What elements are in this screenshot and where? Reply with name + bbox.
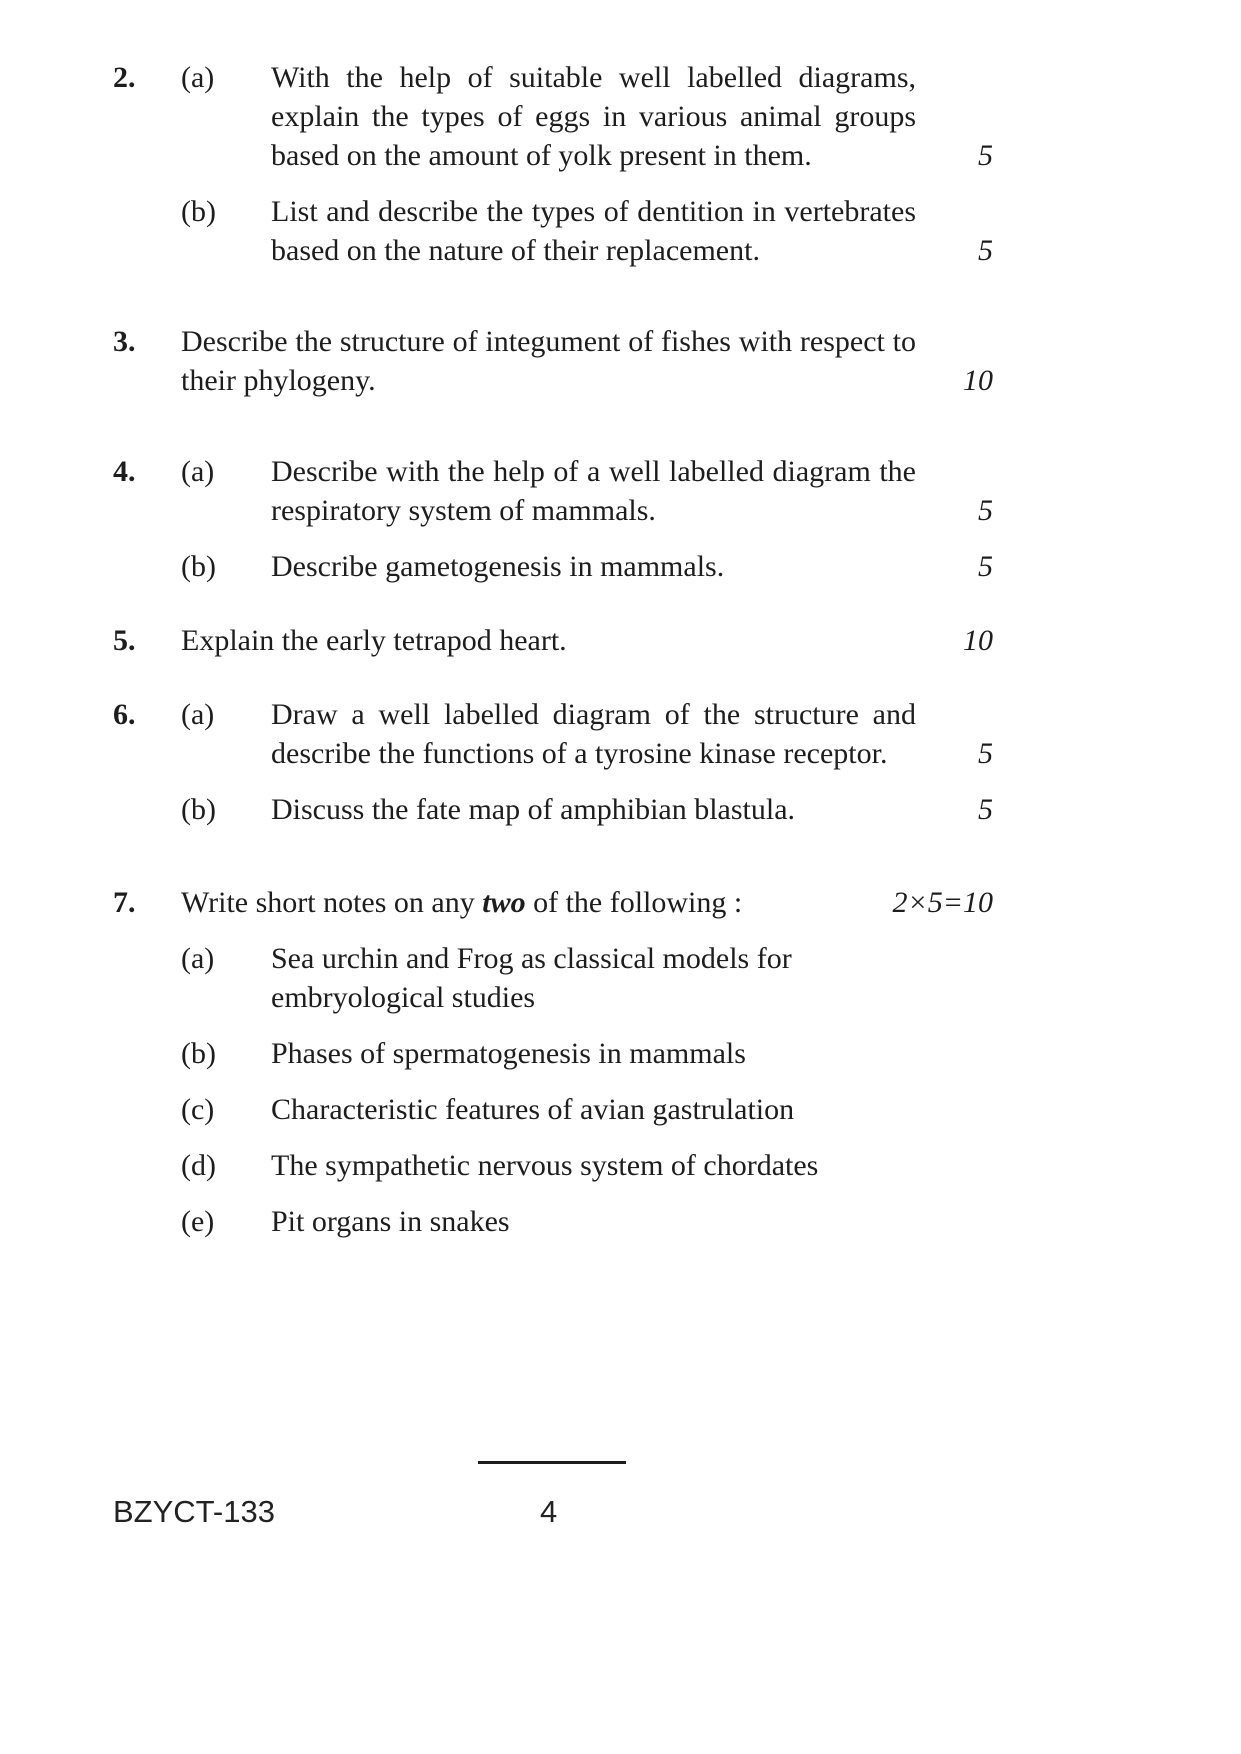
question-stem: [181, 883, 817, 922]
part-text: Describe gametogenesis in mammals.: [271, 550, 725, 583]
part-letter: (a): [181, 942, 215, 975]
question-part: [181, 621, 993, 660]
item-text: Characteristic features of avian gastrulation: [271, 1093, 795, 1126]
question-6: [113, 695, 993, 829]
part-text: List and describe the types of dentition in vertebrates based on the nature of their replacement.: [271, 195, 916, 267]
part-text: Describe with the help of a well labelled diagram the respiratory system of mammals.: [271, 455, 916, 527]
question-list: [113, 58, 993, 1241]
question-number: 2.: [113, 61, 136, 94]
marks-value: 5: [978, 234, 993, 267]
marks-value: 5: [978, 550, 993, 583]
question-body: [181, 883, 993, 1241]
part-text: Discuss the fate map of amphibian blastula.: [271, 793, 796, 826]
course-code: BZYCT-133: [113, 1494, 275, 1529]
question-body: [181, 322, 993, 400]
question-number: 4.: [113, 455, 136, 488]
question-part: [181, 58, 993, 175]
part-letter: (a): [181, 698, 215, 731]
marks-value: 5: [978, 494, 993, 527]
question-part: [181, 322, 993, 400]
short-note-item: [181, 1202, 993, 1241]
question-part: [181, 790, 993, 829]
part-letter: (b): [181, 793, 216, 826]
separator-rule: [478, 1461, 626, 1464]
stem-suffix: of the following :: [525, 886, 743, 919]
question-stem-row: [181, 883, 993, 922]
question-part: [181, 695, 993, 773]
question-body: [181, 695, 993, 829]
question-7: [113, 883, 993, 1241]
question-2: [113, 58, 993, 270]
item-text: Phases of spermatogenesis in mammals: [271, 1037, 746, 1070]
question-body: [181, 58, 993, 270]
question-4: [113, 452, 993, 586]
part-letter: (b): [181, 1037, 216, 1070]
question-3: [113, 322, 993, 400]
item-text: Pit organs in snakes: [271, 1205, 510, 1238]
question-number: 5.: [113, 624, 136, 657]
part-letter: (e): [181, 1205, 215, 1238]
part-letter: (a): [181, 61, 215, 94]
question-part: [181, 452, 993, 530]
stem-prefix: Write short notes on any: [181, 886, 483, 919]
footer: [113, 1492, 1128, 1531]
question-part: [181, 547, 993, 586]
marks-value: 5: [978, 737, 993, 770]
marks-value: 10: [963, 624, 993, 657]
part-letter: (d): [181, 1149, 216, 1182]
item-text: The sympathetic nervous system of chordates: [271, 1149, 819, 1182]
marks-value: 10: [963, 364, 993, 397]
emphasis-word: two: [482, 886, 526, 919]
question-body: [181, 452, 993, 586]
marks-value: 2×5=10: [892, 886, 994, 919]
part-letter: (b): [181, 550, 216, 583]
question-5: [113, 621, 993, 660]
question-number: 7.: [113, 886, 136, 919]
part-text: With the help of suitable well labelled diagrams, explain the types of eggs in various animal groups based on the amount of yolk present in them.: [271, 61, 916, 172]
short-note-item: [181, 1090, 993, 1129]
page-number: 4: [540, 1494, 558, 1529]
short-note-item: [181, 939, 993, 1017]
item-text: Sea urchin and Frog as classical models for embryological studies: [271, 942, 792, 1014]
marks-value: 5: [978, 139, 993, 172]
question-number: 3.: [113, 325, 136, 358]
part-letter: (c): [181, 1093, 215, 1126]
question-part: [181, 192, 993, 270]
question-number: 6.: [113, 698, 136, 731]
short-note-item: [181, 1034, 993, 1073]
short-note-item: [181, 1146, 993, 1185]
marks-value: 5: [978, 793, 993, 826]
part-text: Draw a well labelled diagram of the structure and describe the functions of a tyrosine kinase receptor.: [271, 698, 916, 770]
part-letter: (b): [181, 195, 216, 228]
question-text: Describe the structure of integument of fishes with respect to their phylogeny.: [181, 325, 916, 397]
question-text: Explain the early tetrapod heart.: [181, 624, 567, 657]
question-body: [181, 621, 993, 660]
part-letter: (a): [181, 455, 215, 488]
